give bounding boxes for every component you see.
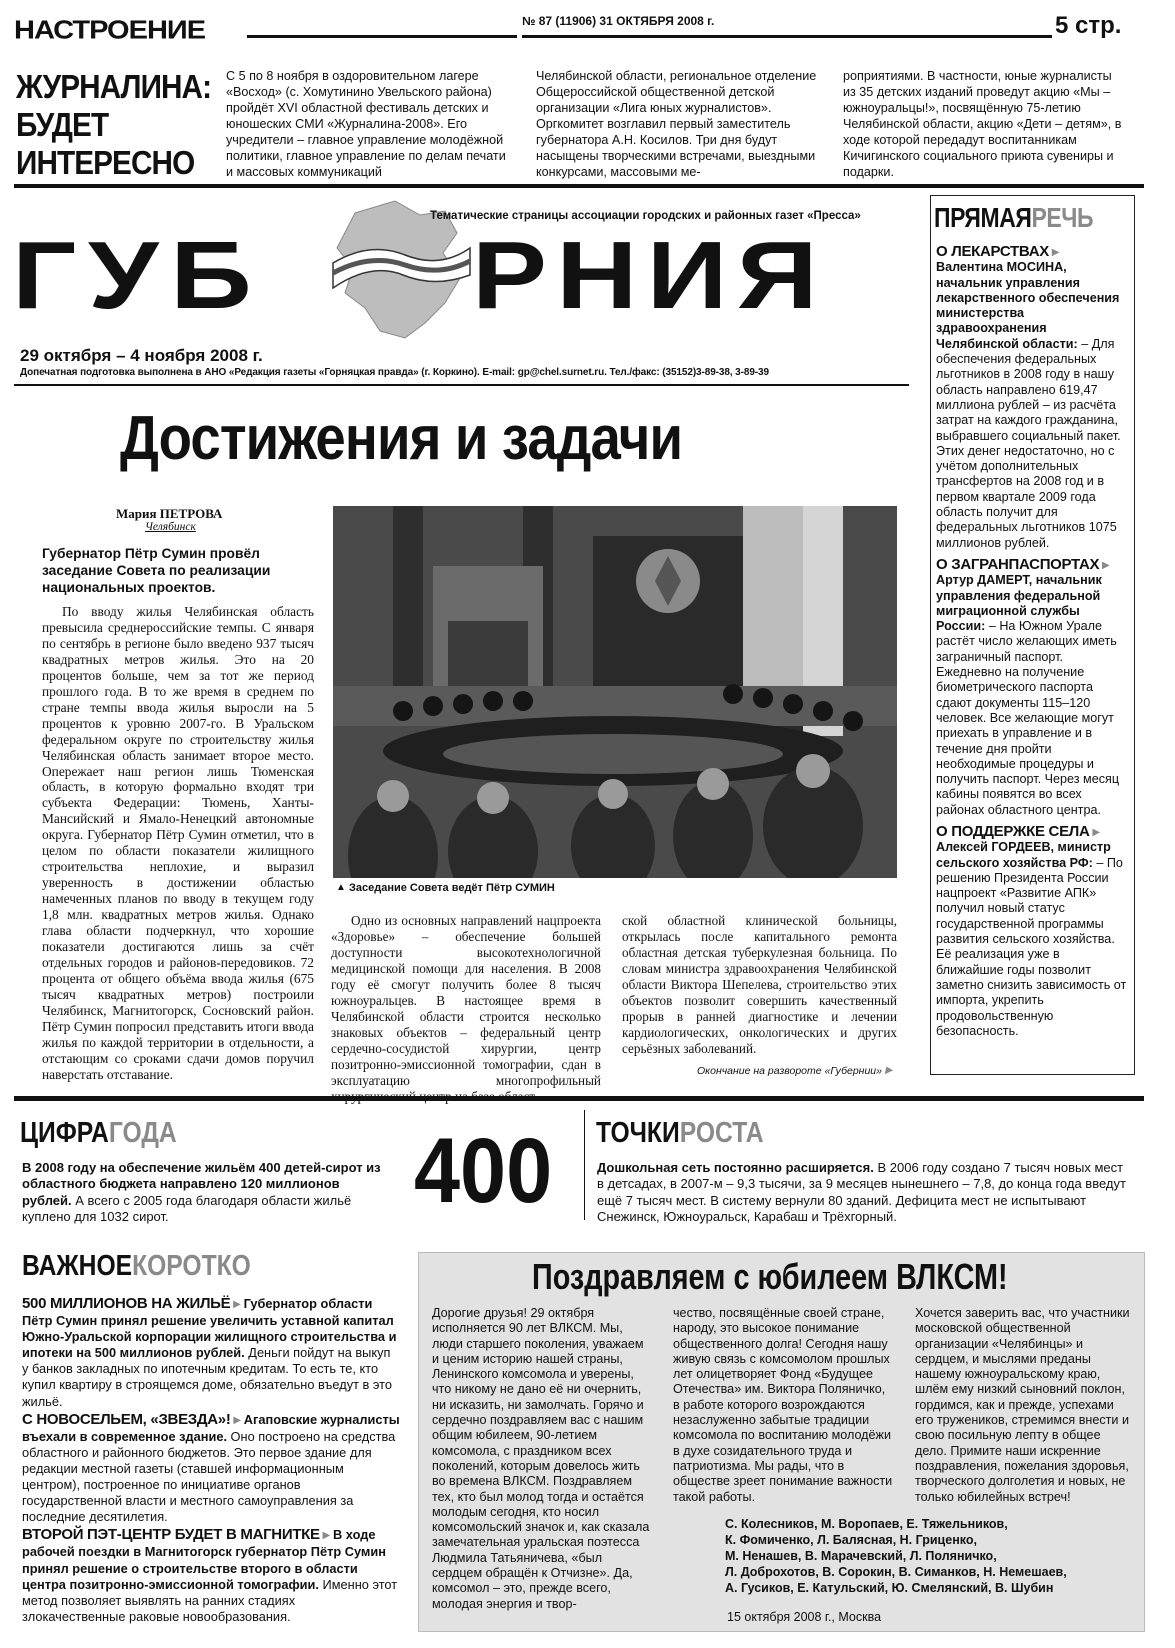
teaser-col-3: роприятиями. В частности, юные журналисты из 35 детских изданий проведут акцию «Мы – южноуральцы!», посвящённую 75-летию Челябинской области, акцию «Дети – детям», в ходе которой передадут воспитанникам Кичигинского социального приюта сувениры и подарки. <box>843 69 1122 179</box>
congrats-date: 15 октября 2008 г., Москва <box>727 1610 882 1624</box>
growth-text-bold: Дошкольная сеть постоянно расширяется. <box>597 1160 874 1175</box>
masthead-title-left: ГУБ <box>12 222 264 329</box>
teaser-col-1: С 5 по 8 ноября в оздоровительном лагере «Восход» (с. Хомутинино Увельского района) пройдёт XVI областной фестиваль детских и юношеских СМИ «Журналина-2008». Его учредители – главное управление молодёжной политики, главное управление по делам печати и массовых коммуникаций <box>226 69 506 179</box>
speech-text: – По решению Президента России нацпроект «Развитие АПК» получил новый статус государственной программы развития сельского хозяйства. Её реализация уже в ближайшие годы позволит заметно снизить зависимость от импорта, укрепить продовольственную безопасность. <box>936 855 1127 1038</box>
figure-text-rest: А всего с 2005 года благодаря области жильё куплено для 1032 сирот. <box>22 1192 352 1225</box>
speech-text: – На Южном Урале растёт число желающих иметь заграничный паспорт. Ежедневно на получение биометрического паспорта сдают документы 115–120 человек. Все желающие могут приехать в управление и в течение дня пройти необходимые процедуры и получить паспорт. Через месяц кабины появятся во всех районах областного центра. <box>936 619 1120 817</box>
growth-title <box>596 1117 764 1150</box>
brief-bold: Агаповские журналисты въехали в современное здание. <box>22 1411 400 1444</box>
article-col-1: По вводу жилья Челябинская область превысила среднероссийские темпы. С января по сентябрь в регионе было введено 937 тысяч квадратных метров жилья. Это на 20 процентов больше, чем за тот же период прошлого года. В то же время в среднем по стране темпы ввода жилья выросли на 5 процентов к уровню 2007-го. В Уральском федеральном округе по строительству жилья Челябинская область занимает второе место. Опережает наш регион лишь Тюменская область, в которую формально входят три субъекта Федерации: Тюмень, Ханты-Мансийский и Ямало-Ненецкий автономные округа. Губернатор Пётр Сумин отметил, что в целом по области показатели жилищного строительства неплохие, и выразил уверенность в достижении областью намеченных планов по вводу в текущем году 1,8 млн. квадратных метров жилья. Однако глава области подчеркнул, что хорошие показатели достигаются лишь за счёт отдельных городов и районов-передовиков. 72 процента от общего объёма ввода жилья (675 тысяч квадратных метров) построили Челябинск, Магнитогорск, Сосновский район. Пётр Сумин попросил представить итоги ввода жилья по каждой территории в отдельности, а отстающим со сроками сдачи домов поручил наверстать отставание. <box>42 604 314 1082</box>
photo-caption <box>336 882 555 894</box>
masthead-tagline: Тематические страницы ассоциации городских и районных газет «Пресса» <box>430 210 861 222</box>
speech-text: – Для обеспечения федеральных льготников в 2008 году в нашу область направлено 619,47 миллиона рублей – из расчёта затрат на каждого гражданина, выбравшего социальный пакет. Этих денег недостаточно, но с учётом дополнительных трансфертов на 2008 год и в первом квартале 2009 года область получит для федеральных льготников 1075 миллионов рублей. <box>936 336 1121 550</box>
triangle-right-icon: ▶ <box>1048 247 1060 258</box>
signature-line: С. Колесников, М. Воропаев, Е. Тяжельников, <box>725 1517 1008 1531</box>
direct-speech-body <box>936 244 1129 1039</box>
brief-rest: Деньги пойдут на выкуп у банков закладных по ипотечным кредитам. То есть те, кто купил квартиру в строящемся доме, обязательно въедут в это жильё. <box>22 1345 392 1409</box>
photo-caption-text: Заседание Совета ведёт Пётр СУМИН <box>348 882 555 894</box>
signature-line: Л. Доброхотов, В. Сорокин, В. Симанков, Н. Немешаев, <box>725 1565 1067 1579</box>
congrats-signatures <box>725 1516 1067 1596</box>
teaser-headline-line: БУДЕТ <box>16 106 109 143</box>
triangle-right-icon: ▶ <box>230 1299 244 1310</box>
author-name: Мария ПЕТРОВА <box>116 506 223 521</box>
article-col-2: Одно из основных направлений нацпроекта «Здоровье» – обеспечение большей доступности высокотехнологичной медицинской помощи для населения. В 2008 году её смогут получить более 8 тысяч южноуральцев. В настоящее время в Челябинской области строится несколько знаковых объектов – федеральный центр сердечно-сосудистой хирургии, центр позитронно-эмиссионной томографии, сдан в эксплуатацию многопрофильный <box>331 913 601 1088</box>
council-photo <box>333 506 897 878</box>
briefly-title-a: ВАЖНОЕ <box>22 1250 133 1282</box>
speech-topic: О ПОДДЕРЖКЕ СЕЛА <box>936 822 1090 840</box>
growth-title-b: РОСТА <box>679 1117 764 1149</box>
speech-topic: О ЗАГРАНПАСПОРТАХ <box>936 555 1100 573</box>
brief-rest: Оно построено на средства областного и районного бюджетов. Это первое здание для редакции местной газеты (ставшей информационным центром), построенное по инициативе органов государственной власти и местного самоуправления за последние десятилетия. <box>22 1428 396 1525</box>
main-headline: Достижения и задачи <box>120 404 683 473</box>
issue-number: № 87 (11906) 31 ОКТЯБРЯ 2008 г. <box>522 14 715 28</box>
figure-title-b: ГОДА <box>108 1117 177 1149</box>
article-col-3: ской областной клинической больницы, открылась после капитального ремонта областная детская туберкулезная больница. По словам министра здравоохранения Челябинской области Виктора Шепелева, строительство этих объектов позволит совершить качественный прорыв в ранней диагностике и лечении кардиологических, онкологических и других серьёзных заболеваний. <box>622 913 897 1056</box>
masthead-title-right: РНИЯ <box>472 222 827 329</box>
figure-text <box>22 1160 392 1226</box>
figure-text-bold: В 2008 году на обеспечение жильём 400 детей-сирот из областного бюджета направлено 120 миллионов рублей. <box>22 1160 381 1208</box>
teaser-headline <box>16 68 211 182</box>
lead-paragraph: Губернатор Пётр Сумин провёл заседание Совета по реализации национальных проектов. <box>42 546 271 595</box>
masthead-credits: Допечатная подготовка выполнена в АНО «Редакция газеты «Горняцкая правда» (г. Коркино). E-mail: gp@chel.surnet.ru. Тел./факс: (35152)3-89-38, 3-89-39 <box>20 367 769 378</box>
signature-line: М. Ненашев, В. Марачевский, Л. Поляничко, <box>725 1549 997 1563</box>
top-rule-right <box>522 35 1052 38</box>
congrats-col-2: чество, посвящённые своей стране, народу, это высокое понимание общественного долга! Сегодня нашу живую связь с комсомолом прошлых лет олицетворяет Фонд «Будущее Отечества» им. Виктора Поляничко, в работе которого возрождаются незаслуженно забытые традиции комсомола по воспитанию молодёжи в духе созидательного труда и патриотизма. Мы рады, что в обществе зреет понимание важности такой работы. <box>673 1306 893 1504</box>
congrats-col-3: Хочется заверить вас, что участники московской общественной организации «Челябинцы» и сердцем, и мыслями преданы нашему южноуральскому краю, шлём ему низкий сыновний поклон, гордимся, как и прежде, успехами его тружеников, стремимся внести и свою посильную лепту в общее дело. Примите наши искренние поздравления, пожелания здоровья, творческого долголетия и новых, не только юбилейных встреч! <box>915 1306 1130 1504</box>
big-number: 400 <box>414 1120 553 1222</box>
briefly-title-b: КОРОТКО <box>132 1250 251 1282</box>
top-rule-left <box>247 35 517 38</box>
speech-topic: О ЛЕКАРСТВАХ <box>936 243 1049 260</box>
triangle-right-icon: ▶ <box>1099 559 1110 571</box>
continued-note <box>697 1065 893 1077</box>
direct-speech-title-b: РЕЧЬ <box>1031 202 1094 233</box>
brief-head: ВТОРОЙ ПЭТ-ЦЕНТР БУДЕТ В МАГНИТКЕ <box>22 1526 320 1544</box>
mid-rule <box>14 1096 1144 1101</box>
triangle-right-icon: ▶ <box>1089 826 1101 838</box>
author-city: Челябинск <box>145 521 196 533</box>
brief-bold: Губернатор области Пётр Сумин принял решение увеличить уставной капитал Южно-Уральской корпорации жилищного строительства и ипотеки на 500 миллионов рублей. <box>22 1296 397 1361</box>
page-number: 5 стр. <box>1055 12 1122 39</box>
figure-title-a: ЦИФРА <box>20 1117 109 1149</box>
growth-text-rest: В 2006 году создано 7 тысяч новых мест в детсадах, в 2007-м – 9,3 тысячи, за 9 месяцев нынешнего – 7,8, до конца года введут ещё 7 тысяч мест. В систему вернули 80 зданий. Дефицита мест не испытывают Снежинск, Южноуральск, Карабаш и Трёхгорный. <box>597 1160 1126 1225</box>
triangle-right-icon: ▶ <box>884 1065 893 1076</box>
briefly-body <box>22 1296 400 1625</box>
brief-item <box>22 1412 400 1526</box>
growth-text <box>597 1160 1127 1226</box>
mid-divider <box>584 1110 585 1220</box>
brief-head: 500 МИЛЛИОНОВ НА ЖИЛЬЁ <box>22 1295 231 1312</box>
briefly-title <box>22 1250 251 1283</box>
masthead-rule <box>14 384 909 386</box>
growth-title-a: ТОЧКИ <box>596 1117 680 1149</box>
congrats-title: Поздравляем с юбилеем ВЛКСМ! <box>532 1256 1008 1297</box>
teaser-headline-line: ЖУРНАЛИНА: <box>16 68 212 105</box>
speech-speaker: Артур ДАМЕРТ, начальник управления федеральной миграционной службы России: <box>936 573 1102 634</box>
teaser-headline-line: ИНТЕРЕСНО <box>16 144 195 181</box>
signature-line: А. Гусиков, Е. Катульский, Ю. Смелянский, В. Шубин <box>725 1581 1054 1595</box>
triangle-right-icon: ▶ <box>319 1530 333 1542</box>
speech-item <box>936 244 1129 551</box>
brief-head: С НОВОСЕЛЬЕМ, «ЗВЕЗДА»! <box>22 1410 231 1428</box>
continued-text: Окончание на развороте «Губернии» <box>697 1065 882 1077</box>
speech-item <box>936 557 1129 818</box>
brief-item <box>22 1296 400 1410</box>
speech-speaker: Валентина МОСИНА, начальник управления лекарственного обеспечения министерства здравоохранения Челябинской области: <box>936 260 1120 351</box>
signature-line: К. Фомиченко, Л. Балясная, Н. Гриценко, <box>725 1533 977 1547</box>
section-title: НАСТРОЕНИЕ <box>14 16 206 45</box>
brief-item <box>22 1527 400 1625</box>
teaser-rule <box>14 184 1144 188</box>
direct-speech-title-a: ПРЯМАЯ <box>934 202 1032 233</box>
figure-title <box>20 1117 177 1150</box>
triangle-up-icon: ▲ <box>336 882 346 893</box>
brief-bold: В ходе рабочей поездки в Магнитогорск губернатор Пётр Сумин принял решение о строительстве второго в области центра позитронно-эмиссионной томографии. <box>22 1527 386 1592</box>
speech-item <box>936 824 1129 1039</box>
direct-speech-title <box>934 202 1093 234</box>
brief-rest: Именно этот метод позволяет выявлять на ранних стадиях злокачественные раковые новообразования. <box>22 1576 398 1624</box>
speech-speaker: Алексей ГОРДЕЕВ, министр сельского хозяйства РФ: <box>936 840 1111 870</box>
congrats-col-1: Дорогие друзья! 29 октября исполняется 90 лет ВЛКСМ. Мы, люди старшего поколения, уважаем и ценим историю нашей страны, Ленинского комсомола и уверены, что никому не дано её ни очернить, ни исказить, ни замолчать. Горячо и сердечно поздравляем вас с нашим общим юбилеем, 90-летием комсомола, с праздником всех поколений, которым довелось жить во времена ВЛКСМ. Поздравляем тех, кто был молод тогда и остаётся молодым сегодня, кто носил комсомольский значок и, как сказала замечательная уральская поэтесса Людмила Татьяничева, «был сердцем обращён к Отчизне». Да, комсомол – это, прежде всего, молодая энергия и твор- <box>432 1306 650 1611</box>
teaser-col-2: Челябинской области, региональное отделение Общероссийской общественной детской организации «Лига юных журналистов». Оргкомитет возглавил первый заместитель губернатора А.Н. Косилов. Три дня будут насыщены творческими встречами, выездными конкурсами, массовыми ме- <box>536 69 817 179</box>
triangle-right-icon: ▶ <box>230 1414 244 1426</box>
masthead-dates: 29 октября – 4 ноября 2008 г. <box>20 346 263 365</box>
